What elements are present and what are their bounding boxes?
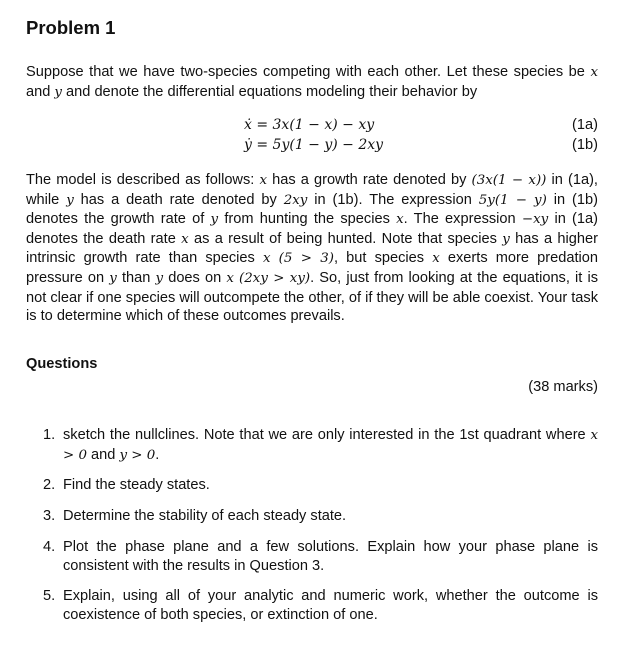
equation-1b-body: ẏ = 5y(1 − y) − 2xy [244, 137, 384, 153]
marks-total: (38 marks) [528, 379, 598, 395]
var-x: x [590, 65, 598, 80]
question-text: sketch the nullclines. Note that we are only interested in the 1st quadrant where x > 0 and y > 0. [63, 427, 598, 463]
question-text: Determine the stability of each steady state. [63, 508, 347, 524]
equation-1a-body: ẋ = 3x(1 − x) − xy [244, 117, 375, 133]
question-number: 1. [43, 427, 56, 443]
equation-1b-label: (1b) [572, 137, 598, 153]
question-number: 3. [43, 508, 56, 524]
question-number: 2. [43, 477, 56, 493]
question-number: 4. [43, 539, 56, 555]
question-number: 5. [43, 588, 56, 604]
question-text: Find the steady states. [63, 477, 210, 493]
question-text: Plot the phase plane and a few solutions. Explain how your phase plane is consistent with the results in Question 3. [63, 539, 598, 574]
question-item-2 [26, 476, 598, 495]
questions-heading: Questions [26, 356, 98, 372]
question-item-1 [26, 426, 598, 465]
question-text: Explain, using all of your analytic and numeric work, whether the outcome is coexistence of both species, or extinction of one. [63, 588, 598, 623]
model-paragraph: The model is described as follows: x has a growth rate denoted by (3x(1 − x)) in (1a), while y has a death rate denoted by 2xy in (1b). The expression 5y(1 − y) in (1b) denotes the growth rate of y from hunting the species x. The expression −xy in (1a) denotes the death rate x as a result of being hunted. Note that species y has a higher intrinsic growth rate than species x (5 > 3), but species x exerts more predation pressure on y than y does on x (2xy > xy). So, just from looking at the equations, it is not clear if one species will outcompete the other, of if they will be able coexist. Your task is to determine which of these outcomes prevails. [26, 172, 598, 325]
var-y: y [54, 84, 62, 100]
question-item-5 [26, 587, 598, 624]
question-item-3 [26, 507, 598, 526]
equation-block [26, 117, 598, 157]
problem-title: Problem 1 [26, 17, 116, 38]
equation-1a-label: (1a) [572, 117, 598, 133]
intro-paragraph: Suppose that we have two-species competing with each other. Let these species be x and y and denote the differential equations modeling their behavior by [26, 64, 598, 100]
question-item-4 [26, 538, 598, 575]
equation-1b [26, 137, 598, 157]
equation-1a [26, 117, 598, 137]
